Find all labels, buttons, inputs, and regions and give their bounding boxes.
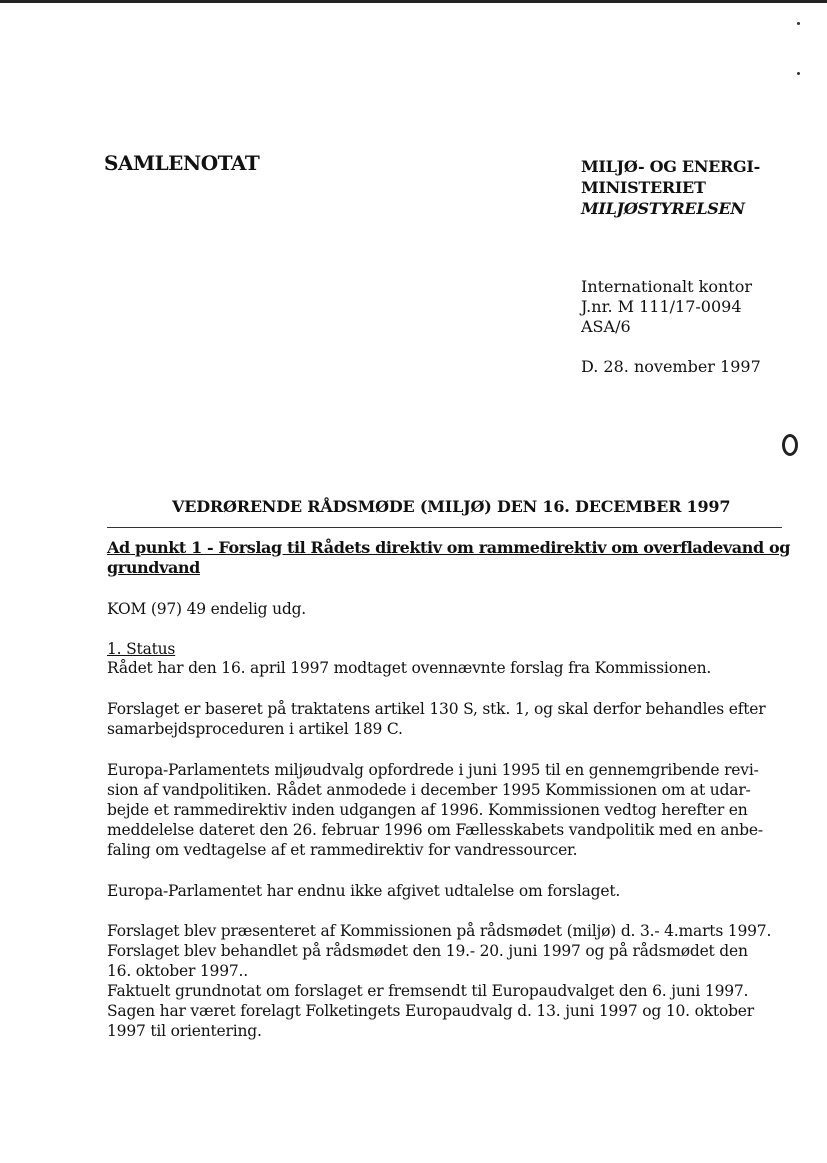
section-title: VEDRØRENDE RÅDSMØDE (MILJØ) DEN 16. DECEMBER 1997 (172, 497, 731, 516)
ministry-line-2: MINISTERIET (581, 178, 706, 197)
agency-name: MILJØSTYRELSEN (581, 199, 745, 218)
paragraph-line: meddelelse dateret den 26. februar 1996 om Fællesskabets vandpolitik med en anbe- (107, 821, 763, 839)
paragraph-line: Rådet har den 16. april 1997 modtaget ovennævnte forslag fra Kommissionen. (107, 659, 712, 677)
paragraph-line: Forslaget er baseret på traktatens artikel 130 S, stk. 1, og skal derfor behandles efter (107, 700, 766, 718)
journal-number: J.nr. M 111/17-0094 (581, 297, 742, 316)
paragraph-line: Forslaget blev behandlet på rådsmødet den 19.- 20. juni 1997 og på rådsmødet den (107, 942, 748, 960)
agenda-heading-line-1: Ad punkt 1 - Forslag til Rådets direktiv om rammedirektiv om overfladevand og (107, 538, 791, 557)
paragraph-line: samarbejdsproceduren i artikel 189 C. (107, 720, 403, 738)
paragraph-line: Europa-Parlamentet har endnu ikke afgivet udtalelse om forslaget. (107, 882, 621, 900)
scan-speck (797, 22, 800, 25)
paragraph-line: faling om vedtagelse af et rammedirektiv for vandressourcer. (107, 841, 578, 859)
document-date: D. 28. november 1997 (581, 357, 761, 376)
paragraph-line: sion af vandpolitiken. Rådet anmodede i december 1995 Kommissionen om at udar- (107, 781, 751, 799)
status-paragraph-3 (107, 760, 763, 860)
case-code: ASA/6 (581, 317, 631, 336)
status-heading: 1. Status (107, 640, 176, 658)
status-paragraph-4 (107, 881, 620, 901)
paragraph-line: Sagen har været forelagt Folketingets Europaudvalg d. 13. juni 1997 og 10. oktober (107, 1002, 754, 1020)
status-paragraph-1 (107, 658, 711, 678)
paragraph-line: Forslaget blev præsenteret af Kommissionen på rådsmødet (miljø) d. 3.- 4.marts 1997. (107, 922, 772, 940)
paragraph-line: 16. oktober 1997.. (107, 962, 248, 980)
paragraph-line: bejde et rammedirektiv inden udgangen af 1996. Kommissionen vedtog herefter en (107, 801, 748, 819)
horizontal-rule (107, 527, 782, 528)
ministry-block (581, 156, 760, 219)
document-title: SAMLENOTAT (104, 151, 260, 175)
paragraph-line: Europa-Parlamentets miljøudvalg opfordrede i juni 1995 til en gennemgribende revi- (107, 761, 759, 779)
paragraph-line: 1997 til orientering. (107, 1022, 262, 1040)
paragraph-line: Faktuelt grundnotat om forslaget er fremsendt til Europaudvalget den 6. juni 1997. (107, 982, 749, 1000)
scan-speck (797, 72, 800, 75)
agenda-heading (107, 538, 790, 578)
punch-hole-mark (782, 434, 798, 456)
scan-top-edge (0, 0, 827, 3)
status-paragraph-2 (107, 699, 765, 739)
status-paragraph-5 (107, 921, 771, 1041)
agenda-heading-line-2: grundvand (107, 558, 200, 577)
document-reference: KOM (97) 49 endelig udg. (107, 600, 307, 618)
office-name: Internationalt kontor (581, 277, 753, 296)
ministry-line-1: MILJØ- OG ENERGI- (581, 157, 760, 176)
